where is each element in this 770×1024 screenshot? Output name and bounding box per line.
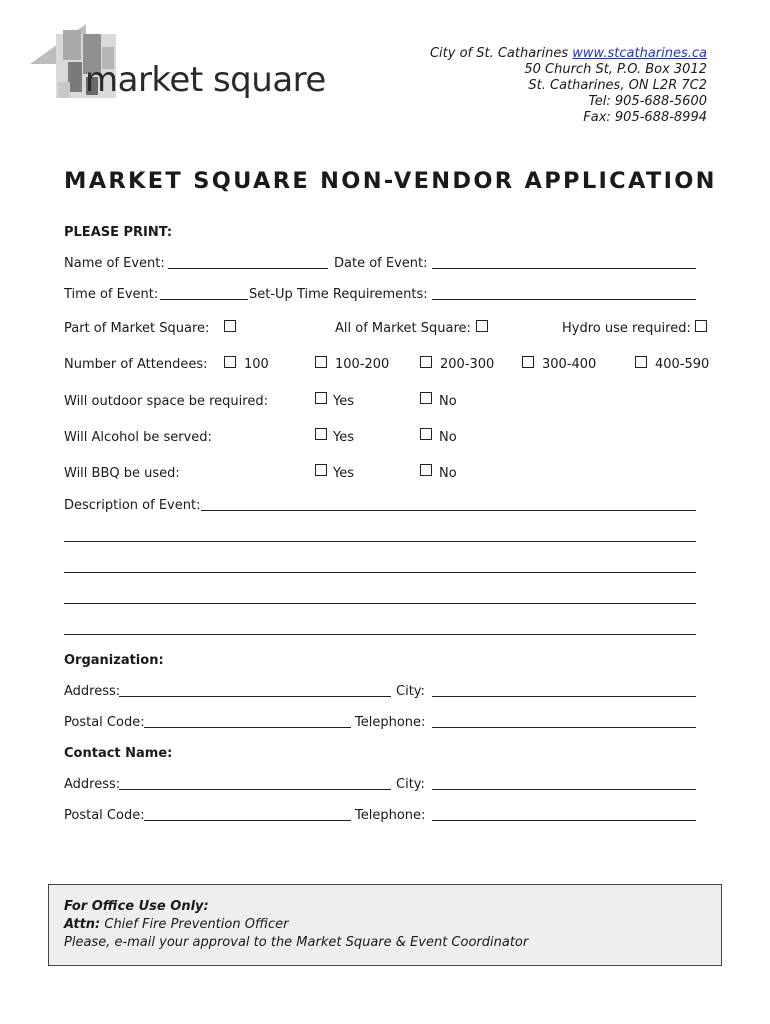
city-name: City of St. Catharines [429,46,573,61]
org-address-field[interactable] [119,696,391,697]
org-postal-field[interactable] [144,727,351,728]
setup-time-label: Set-Up Time Requirements: [249,287,428,302]
header-fax: Fax: 905-688-8994 [583,110,707,125]
office-attn-label: Attn: [64,917,101,932]
name-of-event-label: Name of Event: [64,256,165,271]
website-link[interactable]: www.stcatharines.ca [572,46,707,61]
header-address2: St. Catharines, ON L2R 7C2 [528,78,707,93]
alcohol-no-checkbox[interactable] [420,428,432,440]
contact-postal-label: Postal Code: [64,808,145,823]
description-line-3[interactable] [64,572,696,573]
description-line-4[interactable] [64,603,696,604]
header-tel: Tel: 905-688-5600 [588,94,707,109]
contact-address-field[interactable] [119,789,391,790]
alcohol-yes-label: Yes [333,430,354,445]
attendees-300-400-label: 300-400 [542,357,597,372]
page-title: MARKET SQUARE NON-VENDOR APPLICATION [64,168,717,194]
office-attn-value: Chief Fire Prevention Officer [100,917,289,932]
attendees-100-checkbox[interactable] [224,356,236,368]
contact-name-heading: Contact Name: [64,746,173,761]
hydro-use-checkbox[interactable] [695,320,707,332]
organization-heading: Organization: [64,653,164,668]
description-line-2[interactable] [64,541,696,542]
outdoor-yes-label: Yes [333,394,354,409]
alcohol-yes-checkbox[interactable] [315,428,327,440]
attendees-100-200-checkbox[interactable] [315,356,327,368]
contact-city-label: City: [396,777,425,792]
contact-telephone-field[interactable] [432,820,696,821]
all-of-square-label: All of Market Square: [335,321,471,336]
bbq-yes-label: Yes [333,466,354,481]
org-postal-label: Postal Code: [64,715,145,730]
org-city-field[interactable] [432,696,696,697]
part-of-square-checkbox[interactable] [224,320,236,332]
all-of-square-checkbox[interactable] [476,320,488,332]
outdoor-yes-checkbox[interactable] [315,392,327,404]
contact-telephone-label: Telephone: [355,808,426,823]
office-use-heading: For Office Use Only: [64,899,209,914]
description-label: Description of Event: [64,498,201,513]
attendees-400-590-checkbox[interactable] [635,356,647,368]
part-of-square-label: Part of Market Square: [64,321,210,336]
bbq-yes-checkbox[interactable] [315,464,327,476]
contact-address-label: Address: [64,777,121,792]
attendees-300-400-checkbox[interactable] [522,356,534,368]
contact-city-field[interactable] [432,789,696,790]
time-of-event-field[interactable] [160,299,248,300]
org-telephone-label: Telephone: [355,715,426,730]
office-use-box [48,884,722,966]
attendees-100-200-label: 100-200 [335,357,390,372]
logo-text: market square [85,60,326,100]
alcohol-label: Will Alcohol be served: [64,430,212,445]
attendees-label: Number of Attendees: [64,357,208,372]
hydro-use-label: Hydro use required: [562,321,691,336]
name-of-event-field[interactable] [168,268,328,269]
date-of-event-field[interactable] [432,268,696,269]
org-telephone-field[interactable] [432,727,696,728]
office-attn-line [64,917,288,932]
org-address-label: Address: [64,684,121,699]
time-of-event-label: Time of Event: [64,287,159,302]
description-line-1[interactable] [201,510,696,511]
outdoor-space-label: Will outdoor space be required: [64,394,268,409]
bbq-no-label: No [439,466,457,481]
office-note: Please, e-mail your approval to the Market Square & Event Coordinator [64,935,529,950]
setup-time-field[interactable] [432,299,696,300]
org-city-label: City: [396,684,425,699]
attendees-100-label: 100 [244,357,269,372]
please-print-label: PLEASE PRINT: [64,225,173,240]
header-address1: 50 Church St, P.O. Box 3012 [524,62,707,77]
outdoor-no-checkbox[interactable] [420,392,432,404]
date-of-event-label: Date of Event: [334,256,428,271]
attendees-200-300-label: 200-300 [440,357,495,372]
contact-postal-field[interactable] [144,820,351,821]
attendees-400-590-label: 400-590 [655,357,710,372]
alcohol-no-label: No [439,430,457,445]
header-city-line [430,46,707,62]
outdoor-no-label: No [439,394,457,409]
bbq-label: Will BBQ be used: [64,466,180,481]
attendees-200-300-checkbox[interactable] [420,356,432,368]
bbq-no-checkbox[interactable] [420,464,432,476]
description-line-5[interactable] [64,634,696,635]
